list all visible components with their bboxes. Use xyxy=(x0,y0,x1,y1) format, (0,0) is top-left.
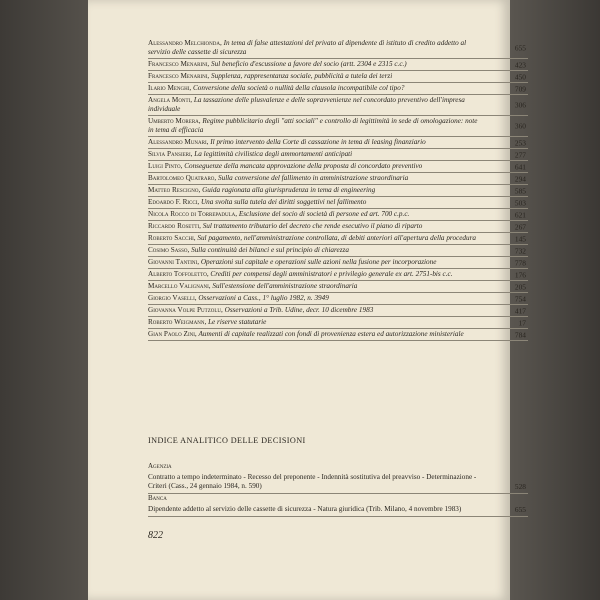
entry-title: Esclusione del socio di società di persone ed art. 700 c.p.c. xyxy=(238,210,410,218)
entry-page: 450 xyxy=(514,72,526,81)
entry-page: 306 xyxy=(514,100,526,110)
entry-title: Conseguenze della mancata approvazione della proposta di concordato preventivo xyxy=(184,162,423,170)
index-section-heading: Banca xyxy=(148,494,167,502)
index-entry xyxy=(148,197,528,209)
entry-title: Sul trattamento tributario del decreto che rende esecutivo il piano di riparto xyxy=(202,222,423,230)
entry-author: Angela Monti, xyxy=(148,96,193,104)
entry-page: 585 xyxy=(514,186,526,195)
entry-title: Conversione della società o nullità della clausola incompatibile col tipo? xyxy=(193,84,405,92)
index-entry xyxy=(148,185,528,197)
entry-author: Matteo Rescigno, xyxy=(148,186,201,194)
entry-author: Alberto Toffoletto, xyxy=(148,270,209,278)
entry-author: Edoardo F. Ricci, xyxy=(148,198,200,206)
entry-title: Sull'estensione dell'amministrazione straordinaria xyxy=(212,282,358,290)
entry-title: La legittimità civilistica degli ammortamenti anticipati xyxy=(194,150,353,158)
index-entry xyxy=(148,38,528,59)
entry-author: Francesco Menarini, xyxy=(148,72,210,80)
entry-author: Giovanna Volpe Putzolu, xyxy=(148,306,223,314)
index-entry xyxy=(148,233,528,245)
book-spine-shadow xyxy=(0,0,88,600)
index-entry xyxy=(148,173,528,185)
entry-author: Giovanni Tantini, xyxy=(148,258,200,266)
entry-page: 778 xyxy=(514,258,526,267)
entry-title: La tassazione delle plusvalenze e delle sopravvenienze nel concordato preventivo dell'impresa individuale xyxy=(148,96,465,113)
section-title: INDICE ANALITICO DELLE DECISIONI xyxy=(148,436,306,445)
decision-text: Contratto a tempo indeterminato - Recesso del preponente - Indennità sostitutiva del preavviso - Determinazione - Criteri (Cass., 24 gennaio 1984, n. 590) xyxy=(148,473,477,490)
index-section-heading: Agenzia xyxy=(148,462,172,470)
entry-author: Francesco Menarini, xyxy=(148,60,210,68)
index-entry xyxy=(148,83,528,95)
entry-title: Regime pubblicitario degli "atti sociali" e controllo di legittimità in sede di omologazione: note in tema di efficacia xyxy=(148,117,478,134)
index-entry xyxy=(148,161,528,173)
entry-author: Alessandro Munari, xyxy=(148,138,209,146)
entry-title: Sul pagamento, nell'amministrazione controllata, di debiti anteriori all'apertura della procedura xyxy=(197,234,477,242)
index-entry xyxy=(148,116,528,137)
entry-title: Operazioni sul capitale e operazioni sulle azioni nella fusione per incorporazione xyxy=(200,258,437,266)
decision-page: 655 xyxy=(514,505,526,514)
entry-page: 784 xyxy=(514,330,526,339)
entry-title: Aumenti di capitale realizzati con fondi di provenienza estera ed autorizzazione ministeriale xyxy=(198,330,464,338)
entry-author: Nicola Rocco di Torrepadula, xyxy=(148,210,238,218)
entry-page: 360 xyxy=(514,121,526,131)
entry-page: 267 xyxy=(514,222,526,231)
entry-title: Guida ragionata alla giurisprudenza in tema di engineering xyxy=(202,186,376,194)
entry-page: 709 xyxy=(514,84,526,93)
entry-title: Il primo intervento della Corte di cassazione in tema di leasing finanziario xyxy=(210,138,426,146)
index-entry xyxy=(148,317,528,329)
entry-page: 655 xyxy=(514,43,526,53)
entry-author: Riccardo Rosetti, xyxy=(148,222,201,230)
index-entry xyxy=(148,221,528,233)
entry-author: Silvia Pansieri, xyxy=(148,150,193,158)
index-entry xyxy=(148,149,528,161)
entry-title: In tema di false attestazioni del privato al dipendente di istituto di credito addetto al servizio delle cassette di sicurezza xyxy=(148,39,467,56)
entry-title: Osservazioni a Trib. Udine, decr. 10 dicembre 1983 xyxy=(224,306,374,314)
entry-title: Le riserve statutarie xyxy=(208,318,267,326)
entry-page: 17 xyxy=(518,318,526,327)
entry-title: Crediti per compensi degli amministratori e privilegio generale ex art. 2751-bis c.c. xyxy=(210,270,453,278)
index-entry xyxy=(148,329,528,341)
entry-author: Roberto Sacchi, xyxy=(148,234,196,242)
entry-page: 417 xyxy=(514,306,526,315)
entry-author: Luigi Pinto, xyxy=(148,162,183,170)
entry-page: 294 xyxy=(514,174,526,183)
entry-page: 732 xyxy=(514,246,526,255)
entry-page: 754 xyxy=(514,294,526,303)
page-number: 822 xyxy=(148,530,163,541)
book-page xyxy=(88,0,526,600)
entry-author: Bartolomeo Quatraro, xyxy=(148,174,217,182)
entry-title: Sulla continuità dei bilanci e sul principio di chiarezza xyxy=(191,246,349,254)
index-entry xyxy=(148,257,528,269)
entry-page: 621 xyxy=(514,210,526,219)
entry-page: 423 xyxy=(514,60,526,69)
decision-page: 528 xyxy=(514,482,526,491)
index-entry xyxy=(148,95,528,116)
entry-title: Osservazioni a Cass., 1° luglio 1982, n. 3949 xyxy=(198,294,329,302)
entry-author: Ilario Menghi, xyxy=(148,84,192,92)
entry-author: Umberto Morera, xyxy=(148,117,201,125)
entry-page: 253 xyxy=(514,138,526,147)
index-entry xyxy=(148,71,528,83)
entry-author: Marcello Valignani, xyxy=(148,282,211,290)
author-index xyxy=(148,38,528,341)
index-entry xyxy=(148,269,528,281)
entry-author: Roberto Weigmann, xyxy=(148,318,207,326)
decision-entry xyxy=(148,504,528,517)
entry-author: Alessandro Melchionda, xyxy=(148,39,222,47)
index-entry xyxy=(148,305,528,317)
index-entry xyxy=(148,137,528,149)
entry-page: 205 xyxy=(514,282,526,291)
entry-author: Giorgio Vaselli, xyxy=(148,294,197,302)
index-entry xyxy=(148,281,528,293)
entry-page: 277 xyxy=(514,150,526,159)
entry-page: 145 xyxy=(514,234,526,243)
index-section xyxy=(148,462,528,494)
index-section xyxy=(148,494,528,517)
entry-title: Una svolta sulla tutela dei diritti soggettivi nel fallimento xyxy=(200,198,367,206)
entry-title: Supplenza, rappresentanza sociale, pubblicità a tutela dei terzi xyxy=(211,72,393,80)
index-entry xyxy=(148,209,528,221)
index-entry xyxy=(148,59,528,71)
entry-title: Sulla conversione del fallimento in amministrazione straordinaria xyxy=(218,174,409,182)
entry-page: 176 xyxy=(514,270,526,279)
index-entry xyxy=(148,245,528,257)
entry-author: Cosimo Sasso, xyxy=(148,246,190,254)
entry-page: 503 xyxy=(514,198,526,207)
index-entry xyxy=(148,293,528,305)
entry-page: 641 xyxy=(514,162,526,171)
decision-text: Dipendente addetto al servizio delle cassette di sicurezza - Natura giuridica (Trib. Milano, 4 novembre 1983) xyxy=(148,505,462,513)
entry-title: Sul beneficio d'escussione a favore del socio (artt. 2304 e 2315 c.c.) xyxy=(211,60,407,68)
entry-author: Gian Paolo Zini, xyxy=(148,330,197,338)
decision-entry xyxy=(148,472,528,494)
